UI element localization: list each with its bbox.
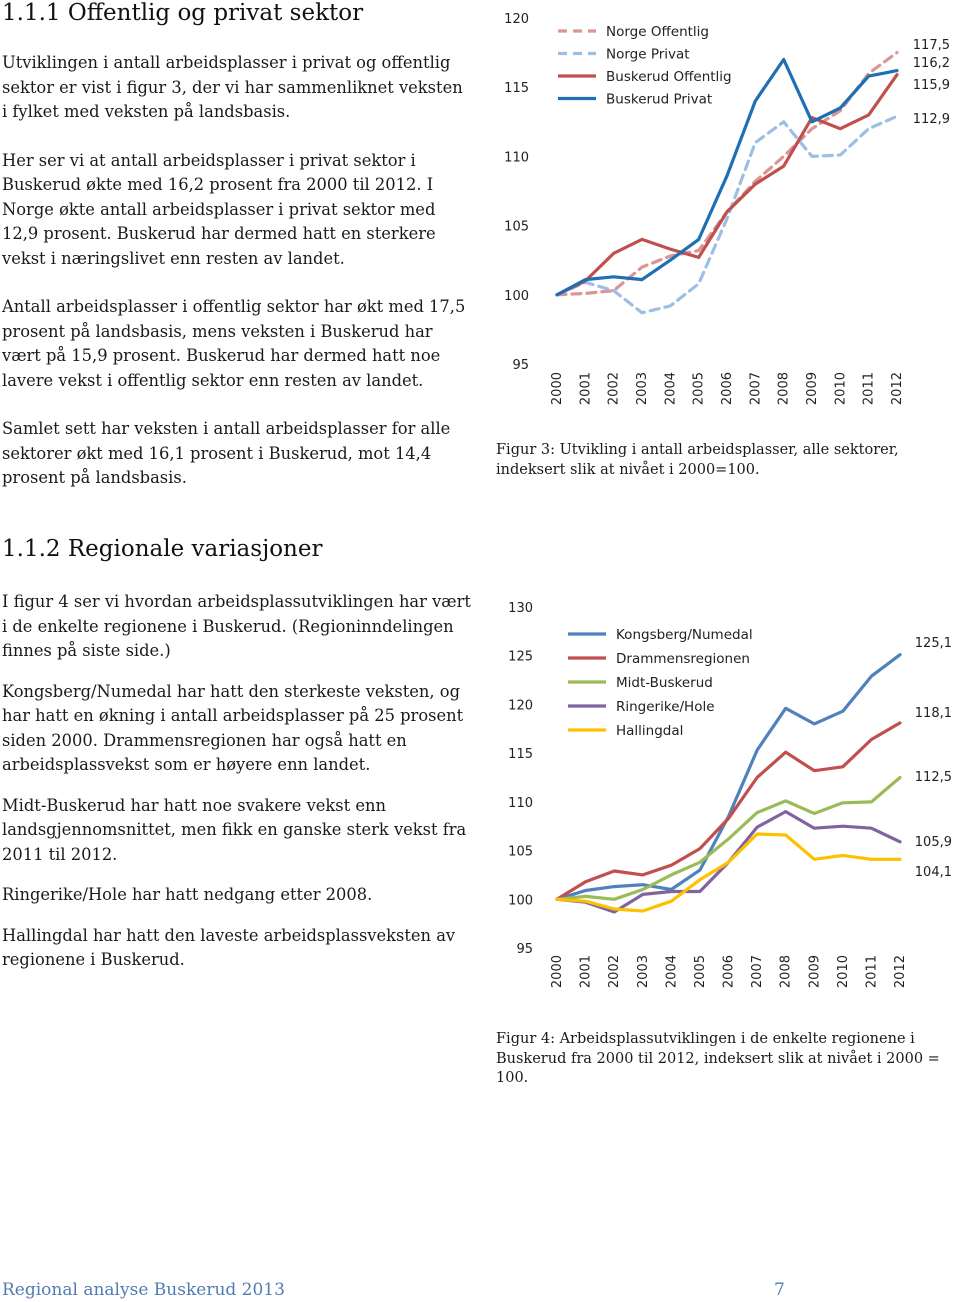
y-tick-label: 120 bbox=[504, 12, 529, 27]
y-tick-label: 110 bbox=[504, 150, 529, 166]
end-value-label: 116,2 bbox=[912, 56, 950, 71]
x-tick-label: 2001 bbox=[578, 372, 594, 406]
y-tick-label: 110 bbox=[508, 795, 533, 811]
x-tick-label: 2006 bbox=[721, 955, 737, 989]
x-tick-label: 2003 bbox=[635, 955, 651, 989]
legend-label: Drammensregionen bbox=[616, 651, 750, 667]
paragraph: Hallingdal har hatt den laveste arbeidsplassveksten av regionene i Buskerud. bbox=[2, 925, 456, 969]
x-tick-label: 2000 bbox=[550, 372, 565, 406]
paragraph: Samlet sett har veksten i antall arbeidsplasser for alle sektorer økt med 16,1 prosent i Buskerud, mot 14,4 prosent på landsbasis. bbox=[2, 419, 451, 487]
x-tick-label: 2011 bbox=[864, 955, 880, 989]
figure-4-line-chart bbox=[490, 590, 960, 1010]
legend-label: Norge Offentlig bbox=[606, 24, 709, 40]
x-tick-label: 2010 bbox=[835, 955, 851, 989]
end-value-label: 117,5 bbox=[912, 38, 950, 53]
y-tick-label: 95 bbox=[512, 358, 529, 373]
x-tick-label: 2004 bbox=[663, 372, 679, 406]
x-tick-label: 2007 bbox=[750, 955, 766, 989]
x-tick-label: 2004 bbox=[664, 955, 680, 989]
section-heading-offentlig-privat: 1.1.1 Offentlig og privat sektor bbox=[2, 0, 364, 26]
x-tick-label: 2009 bbox=[805, 372, 820, 406]
y-tick-label: 105 bbox=[508, 844, 533, 860]
x-tick-label: 2008 bbox=[776, 372, 792, 406]
y-tick-label: 120 bbox=[508, 698, 533, 714]
x-tick-label: 2006 bbox=[720, 372, 735, 406]
y-tick-label: 130 bbox=[508, 601, 533, 616]
y-tick-label: 95 bbox=[516, 942, 533, 957]
x-tick-label: 2003 bbox=[635, 372, 650, 406]
figure-3-caption: Figur 3: Utvikling i antall arbeidsplasser, alle sektorer, indeksert slik at nivået i 2000=100. bbox=[496, 442, 899, 478]
series-line-2 bbox=[557, 778, 900, 900]
paragraph: I figur 4 ser vi hvordan arbeidsplassutviklingen har vært i de enkelte regionene i Buskerud. (Regioninndelingen finnes på siste side.) bbox=[2, 592, 471, 660]
y-tick-label: 125 bbox=[508, 649, 533, 665]
paragraph: Utviklingen i antall arbeidsplasser i privat og offentlig sektor er vist i figur 3, der vi har sammenliknet veksten i fylket med veksten på landsbasis. bbox=[2, 53, 463, 121]
x-tick-label: 2012 bbox=[893, 955, 908, 989]
x-tick-label: 2005 bbox=[691, 372, 707, 406]
section1-body bbox=[2, 51, 472, 491]
end-value-label: 115,9 bbox=[912, 78, 950, 93]
end-value-label: 118,1 bbox=[914, 706, 952, 721]
x-tick-label: 2010 bbox=[833, 372, 849, 406]
x-tick-label: 2002 bbox=[606, 372, 622, 406]
x-tick-label: 2012 bbox=[890, 372, 905, 406]
section-heading-regionale: 1.1.2 Regionale variasjoner bbox=[2, 536, 323, 562]
legend-label: Buskerud Privat bbox=[606, 91, 713, 108]
x-tick-label: 2005 bbox=[692, 955, 708, 989]
figure-4-caption: Figur 4: Arbeidsplassutviklingen i de enkelte regionene i Buskerud fra 2000 til 2012, indeksert slik at nivået i 2000 = 100. bbox=[496, 1031, 940, 1086]
legend-label: Midt-Buskerud bbox=[616, 675, 713, 691]
section2-body bbox=[2, 590, 472, 973]
end-value-label: 105,9 bbox=[914, 835, 952, 850]
x-tick-label: 2007 bbox=[748, 372, 764, 406]
figure-3-line-chart bbox=[490, 0, 960, 420]
series-line-1 bbox=[557, 723, 900, 899]
paragraph: Midt-Buskerud har hatt noe svakere vekst enn landsgjennomsnittet, men fikk en ganske sterk vekst fra 2011 til 2012. bbox=[2, 795, 467, 864]
paragraph: Kongsberg/Numedal har hatt den sterkeste veksten, og har hatt en økning i antall arbeidsplasser på 25 prosent siden 2000. Drammensregionen har også hatt en arbeidsplassvekst som er høyere enn landet. bbox=[2, 681, 464, 774]
x-tick-label: 2009 bbox=[807, 955, 823, 989]
paragraph: Antall arbeidsplasser i offentlig sektor har økt med 17,5 prosent på landsbasis, mens veksten i Buskerud har vært på 15,9 prosent. Buskerud har dermed hatt noe lavere vekst i offentlig sektor enn resten av landet. bbox=[2, 297, 466, 390]
x-tick-label: 2008 bbox=[778, 955, 794, 989]
y-tick-label: 100 bbox=[508, 893, 533, 909]
legend-label: Kongsberg/Numedal bbox=[616, 627, 753, 643]
legend-label: Ringerike/Hole bbox=[616, 699, 715, 715]
footer-title: Regional analyse Buskerud 2013 bbox=[2, 1280, 285, 1300]
end-value-label: 104,1 bbox=[914, 865, 952, 880]
page-number: 7 bbox=[774, 1280, 785, 1300]
x-tick-label: 2011 bbox=[861, 372, 877, 406]
paragraph: Ringerike/Hole har hatt nedgang etter 2008. bbox=[2, 885, 373, 904]
y-tick-label: 115 bbox=[508, 747, 533, 763]
end-value-label: 125,1 bbox=[914, 636, 952, 651]
paragraph: Her ser vi at antall arbeidsplasser i privat sektor i Buskerud økte med 16,2 prosent fra 2000 til 2012. I Norge økte antall arbeidsplasser i privat sektor med 12,9 prosent. Buskerud har dermed hatt en sterkere vekst i næringslivet enn resten av landet. bbox=[2, 150, 436, 268]
series-line-2 bbox=[557, 75, 897, 295]
end-value-label: 112,9 bbox=[912, 112, 950, 127]
y-tick-label: 105 bbox=[504, 219, 529, 235]
legend-label: Norge Privat bbox=[606, 46, 690, 63]
legend-label: Buskerud Offentlig bbox=[606, 69, 732, 85]
x-tick-label: 2001 bbox=[578, 955, 594, 989]
y-tick-label: 100 bbox=[504, 288, 529, 304]
x-tick-label: 2002 bbox=[607, 955, 623, 989]
x-tick-label: 2000 bbox=[550, 955, 565, 989]
legend-label: Hallingdal bbox=[616, 723, 684, 739]
y-tick-label: 115 bbox=[504, 81, 529, 97]
end-value-label: 112,5 bbox=[914, 770, 952, 785]
